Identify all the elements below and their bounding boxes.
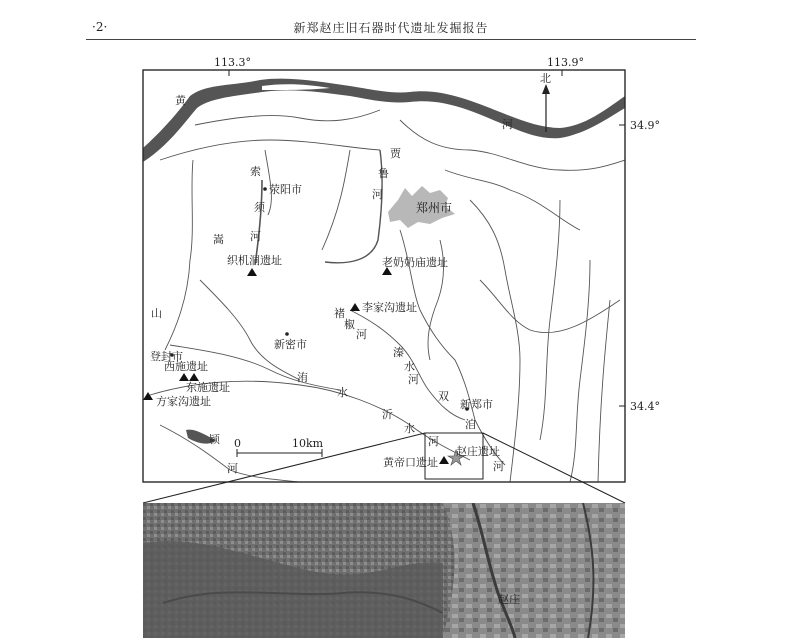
city-zhengzhou: 郑州市 [416,201,453,215]
label-shan: 山 [151,307,162,320]
label-xu: 须 [254,201,265,214]
lat-label-34-9: 34.9° [630,119,660,132]
label-suo: 索 [250,165,261,178]
site-dongshi: 东施遗址 [186,381,230,394]
scale-zero: 0 [234,437,241,450]
lon-label-113-9: 113.9° [547,56,584,69]
site-laonainaimiao: 老奶奶庙遗址 [382,256,448,269]
lon-label-113-3: 113.3° [214,56,251,69]
city-xinmi: 新密市 [274,338,307,351]
site-xishi: 西施遗址 [164,360,208,373]
site-lijiagou: 李家沟遗址 [362,301,417,314]
satellite-label-zhaozhuang: 赵庄 [498,593,520,606]
label-shui-wei: 水 [337,386,348,399]
scale-10km: 10km [292,437,324,450]
label-he-zhen: 河 [408,373,419,386]
label-ying: 颍 [209,433,220,446]
label-yi: 沂 [382,408,393,421]
lat-label-34-4: 34.4° [630,400,660,413]
label-he-yellow: 河 [502,118,513,131]
label-huang: 黄 [175,94,186,107]
north-label: 北 [540,72,551,85]
label-chu: 褚 [334,307,345,320]
label-shuang: 双 [438,390,449,403]
label-wei: 洧 [297,371,308,384]
label-jia: 贾 [390,147,401,160]
label-shui-zhen: 水 [404,360,415,373]
label-lu: 鲁 [378,167,389,180]
label-he-chuban: 河 [356,328,367,341]
site-zhijidong: 织机洞遗址 [227,254,282,267]
label-ban: 椒 [344,318,355,331]
label-ji: 洎 [465,418,476,431]
site-zhaozhuang: 赵庄遗址 [456,445,500,458]
city-dengfeng: 登封市 [150,350,183,363]
city-xingyang: 荥阳市 [269,183,302,196]
running-title: 新郑赵庄旧石器时代遗址发掘报告 [293,21,489,35]
label-song: 嵩 [213,233,224,246]
label-he-small: 河 [428,435,439,448]
city-xinzheng: 新郑市 [460,398,493,411]
page-number: ·2· [92,20,108,34]
label-he-ying: 河 [227,462,238,475]
label-he-suoxu: 河 [250,230,261,243]
label-he-shuangji: 河 [493,460,504,473]
site-fangjiagou: 方家沟遗址 [156,395,211,408]
label-shui-yi: 水 [404,422,415,435]
satellite-image [143,503,625,638]
label-zhen: 溱 [393,346,404,359]
label-he-jialu: 河 [372,188,383,201]
site-huangdikou: 黄帝口遗址 [383,456,438,469]
